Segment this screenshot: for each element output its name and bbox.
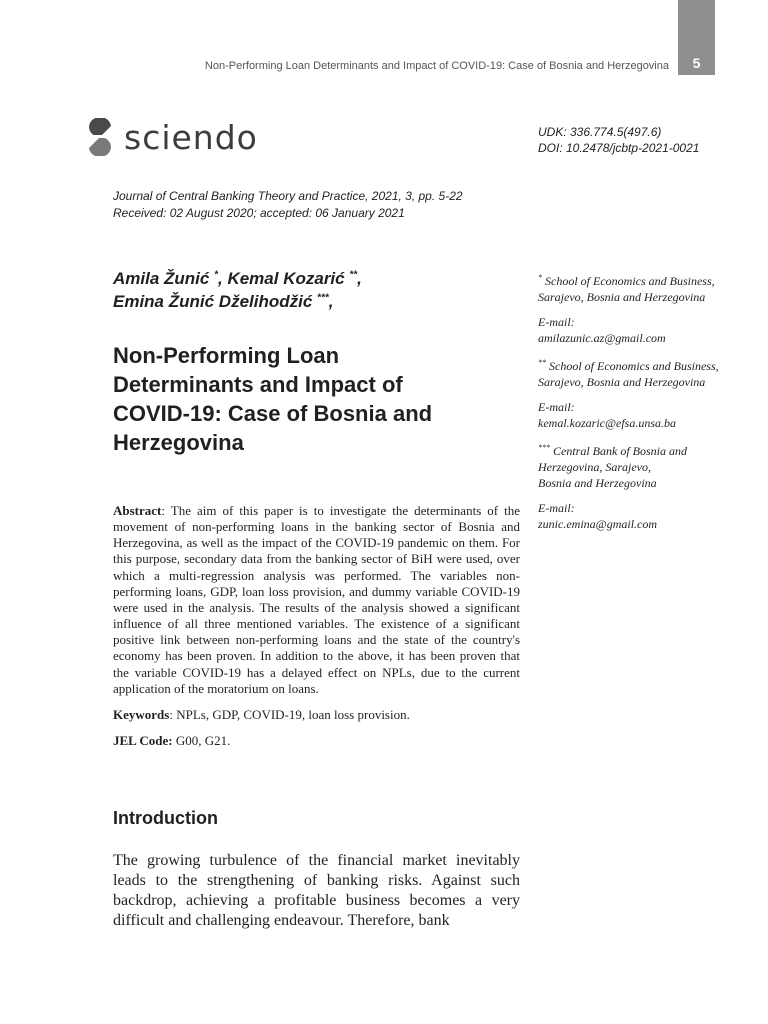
sciendo-logo-icon: [86, 118, 114, 156]
author-mark: *: [214, 269, 218, 281]
jel-text: G00, G21.: [172, 733, 231, 749]
affiliation-email-2: [538, 399, 738, 431]
page-number-tab: [678, 0, 715, 75]
publisher-logo: [86, 117, 258, 157]
author-name: Kemal Kozarić: [227, 269, 345, 288]
affiliation-email-1: [538, 314, 738, 346]
jel-label: JEL Code:: [113, 733, 173, 749]
affiliation-institution: School of Economics and Business,: [545, 274, 715, 288]
author-separator: ,: [357, 269, 362, 288]
author-line-1: [113, 267, 362, 290]
affiliation-2: [538, 355, 738, 390]
affiliation-institution: Central Bank of Bosnia and: [553, 444, 687, 458]
affiliation-location: Bosnia and Herzegovina: [538, 476, 657, 490]
email-address[interactable]: amilazunic.az@gmail.com: [538, 331, 666, 345]
email-label: E-mail:: [538, 315, 575, 329]
author-separator: ,: [328, 292, 334, 311]
running-header: Non-Performing Loan Determinants and Impact of COVID-19: Case of Bosnia and Herzegovina: [204, 60, 669, 72]
email-address[interactable]: zunic.emina@gmail.com: [538, 517, 658, 531]
jel-paragraph: [113, 733, 520, 749]
affiliation-mark: **: [538, 358, 546, 367]
udk-code: UDK: 336.774.5(497.6): [538, 125, 662, 139]
author-name: Emina Žunić Dželihodžić: [113, 292, 313, 311]
author-name: Amila Žunić: [113, 269, 210, 288]
email-label: E-mail:: [538, 400, 575, 414]
article-identifiers: [538, 124, 699, 156]
journal-citation: Journal of Central Banking Theory and Practice, 2021, 3, pp. 5-22: [113, 189, 463, 203]
affiliation-mark: ***: [538, 443, 550, 452]
affiliation-email-3: [538, 500, 738, 532]
page-number: 5: [692, 55, 701, 71]
abstract-text: : The aim of this paper is to investigate the determinants of the movement of non-performing loans in the banking sector of Bosnia and Herzegovina, as well as the impact of the COVID-19 pandemic on them. For this purpose, secondary data from the banking sector of BiH were used, over which a multi-regression analysis was performed. The variables non-performing loans, GDP, loan loss provision, and dummy variable COVID-19 were used in the analysis. The results of the analysis showed a significant influence of all three mentioned variables. The existence of a significant positive link between non-performing loans and the state of the country's economy has been proven. In addition to the above, it has been proven that the variable COVID-19 has a delayed effect on NPLs, due to the current application of the moratorium on loans.: [113, 503, 520, 696]
affiliation-institution: School of Economics and Business,: [549, 359, 719, 373]
affiliation-3: [538, 440, 738, 491]
affiliation-location: Herzegovina, Sarajevo,: [538, 460, 651, 474]
affiliation-location: Sarajevo, Bosnia and Herzegovina: [538, 375, 706, 389]
affiliation-1: [538, 270, 738, 305]
abstract-paragraph: [113, 503, 520, 697]
abstract-label: Abstract: [113, 503, 162, 518]
keywords-label: Keywords: [113, 706, 170, 722]
affiliation-mark: *: [538, 273, 542, 282]
introduction-paragraph: The growing turbulence of the financial market inevitably leads to the strengthening of banking risks. Against such backdrop, achieving a profitable business becomes a very difficult and challenging endeavour. Therefore, bank: [113, 852, 520, 929]
author-mark: **: [349, 269, 358, 281]
keywords-paragraph: [113, 707, 520, 723]
email-label: E-mail:: [538, 501, 575, 515]
keywords-text: : NPLs, GDP, COVID-19, loan loss provision.: [169, 706, 410, 722]
doi: DOI: 10.2478/jcbtp-2021-0021: [538, 141, 700, 155]
author-mark: ***: [317, 292, 329, 304]
received-accepted-dates: Received: 02 August 2020; accepted: 06 January 2021: [113, 206, 405, 220]
affiliations: [538, 270, 738, 541]
author-line-2: [113, 290, 362, 313]
journal-info: [113, 188, 463, 222]
affiliation-location: Sarajevo, Bosnia and Herzegovina: [538, 290, 706, 304]
abstract-section: [113, 503, 520, 759]
author-list: [113, 267, 362, 313]
logo-wordmark: sciendo: [124, 117, 258, 157]
email-address[interactable]: kemal.kozaric@efsa.unsa.ba: [538, 416, 677, 430]
introduction-heading: Introduction: [113, 808, 218, 828]
paper-title: Non-Performing Loan Determinants and Impact of COVID-19: Case of Bosnia and Herzegovina: [113, 343, 433, 455]
author-separator: ,: [218, 269, 228, 288]
